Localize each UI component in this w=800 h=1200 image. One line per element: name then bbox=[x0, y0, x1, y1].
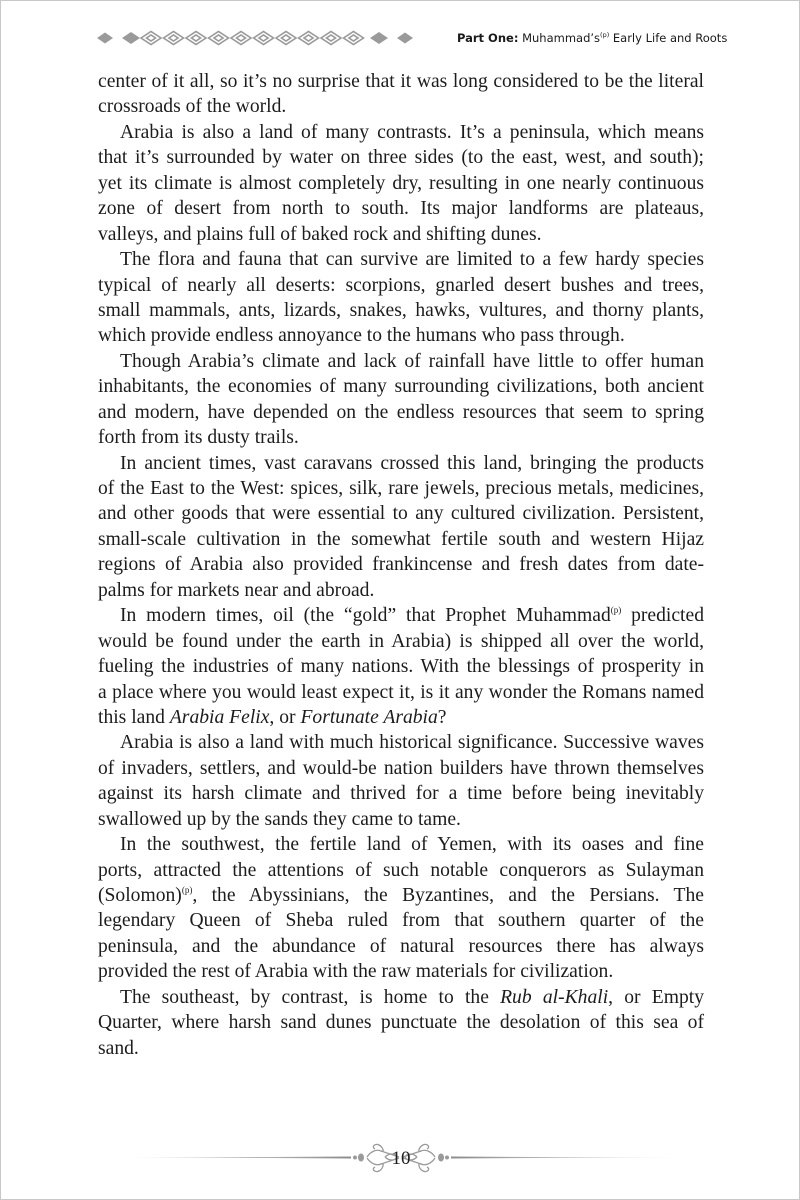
text-run: of invaders, settlers, and would-be nation builders have thrown themselves bbox=[98, 757, 704, 779]
hollow-diamond bbox=[164, 32, 184, 45]
text-run: ports, attracted the attentions of such notable conquerors as Sulayman bbox=[98, 859, 704, 881]
text-run: provided the rest of Arabia with the raw materials for civilization. bbox=[98, 961, 614, 983]
text-run: against its harsh climate and thrived for a time before being inevitably bbox=[98, 783, 704, 805]
text-line bbox=[98, 1010, 704, 1035]
text-line bbox=[98, 603, 704, 628]
text-line bbox=[98, 756, 704, 781]
text-run: forth from its dusty trails. bbox=[98, 427, 299, 449]
italic-term: Fortunate Arabia bbox=[300, 706, 438, 728]
text-run: would be found under the earth in Arabia) is shipped all over the world, bbox=[98, 630, 704, 652]
text-run: crossroads of the world. bbox=[98, 96, 287, 118]
hollow-diamond bbox=[214, 35, 223, 41]
text-line bbox=[98, 400, 704, 425]
text-run: which provide endless annoyance to the humans who pass through. bbox=[98, 325, 625, 347]
hollow-diamond bbox=[304, 35, 313, 41]
text-line bbox=[98, 349, 704, 374]
hollow-diamond bbox=[186, 32, 206, 45]
text-line bbox=[98, 247, 704, 272]
text-run: , or bbox=[269, 706, 301, 728]
text-line bbox=[98, 476, 704, 501]
running-head-part: Part One: bbox=[457, 31, 519, 45]
text-line bbox=[98, 273, 704, 298]
hollow-diamond bbox=[147, 35, 156, 41]
text-line bbox=[98, 629, 704, 654]
text-line bbox=[98, 680, 704, 705]
body-text bbox=[98, 69, 704, 1061]
text-line bbox=[98, 196, 704, 221]
text-line bbox=[98, 323, 704, 348]
text-line bbox=[98, 94, 704, 119]
text-line bbox=[98, 374, 704, 399]
hollow-diamond bbox=[276, 32, 296, 45]
text-run: palms for markets near and abroad. bbox=[98, 579, 375, 601]
text-run: regions of Arabia also provided frankincense and fresh dates from date- bbox=[98, 554, 704, 576]
running-head-title-a: Muhammad’s bbox=[518, 31, 601, 45]
hollow-diamond bbox=[344, 32, 364, 45]
text-line bbox=[98, 730, 704, 755]
text-run: small mammals, ants, lizards, snakes, hawks, vultures, and thorny plants, bbox=[98, 299, 704, 321]
text-line bbox=[98, 858, 704, 883]
text-line bbox=[98, 222, 704, 247]
running-head bbox=[457, 29, 728, 47]
text-run: , or Empty bbox=[608, 986, 705, 1008]
text-line bbox=[98, 832, 704, 857]
solid-diamond bbox=[370, 32, 388, 44]
text-run: inhabitants, the economies of many surrounding civilizations, both ancient bbox=[98, 376, 704, 398]
text-run: fueling the industries of many nations. With the blessings of prosperity in bbox=[98, 656, 704, 678]
text-line bbox=[98, 654, 704, 679]
text-run: yet its climate is almost completely dry, resulting in one nearly continuous bbox=[98, 172, 704, 194]
text-run: typical of nearly all deserts: scorpions, gnarled desert bushes and trees, bbox=[98, 274, 704, 296]
solid-diamond bbox=[97, 33, 113, 44]
text-line bbox=[98, 578, 704, 603]
text-line bbox=[98, 959, 704, 984]
italic-term: Rub al-Khali bbox=[500, 986, 609, 1008]
text-line bbox=[98, 1036, 704, 1061]
text-run: swallowed up by the sands they came to tame. bbox=[98, 808, 461, 830]
text-run: (Solomon) bbox=[98, 885, 182, 906]
text-line bbox=[98, 425, 704, 450]
running-head-honorific: (p) bbox=[600, 31, 610, 39]
text-run: peninsula, and the abundance of natural resources there has always bbox=[98, 935, 704, 957]
hollow-diamond bbox=[282, 35, 291, 41]
text-run: The southeast, by contrast, is home to the bbox=[120, 986, 501, 1008]
page-number: 10 bbox=[391, 1148, 411, 1169]
text-run: a place where you would least expect it, is it any wonder the Romans named bbox=[98, 681, 704, 703]
honorific-superscript: (p) bbox=[181, 885, 193, 895]
text-run: this land bbox=[98, 706, 170, 728]
text-run: Arabia is also a land of many contrasts. It’s a peninsula, which means bbox=[120, 121, 704, 143]
text-line bbox=[98, 69, 704, 94]
text-line bbox=[98, 527, 704, 552]
text-line bbox=[98, 451, 704, 476]
hollow-diamond bbox=[321, 32, 341, 45]
running-head-title-b: Early Life and Roots bbox=[609, 31, 728, 45]
text-run: center of it all, so it’s no surprise that it was long considered to be the literal bbox=[98, 71, 704, 92]
hollow-diamond bbox=[259, 35, 268, 41]
text-run: In modern times, oil (the “gold” that Prophet Muhammad bbox=[120, 605, 611, 627]
text-line bbox=[98, 908, 704, 933]
text-line bbox=[98, 120, 704, 145]
text-run: and modern, have depended on the endless resources that seem to spring bbox=[98, 401, 704, 423]
text-line bbox=[98, 934, 704, 959]
hollow-diamond bbox=[169, 35, 178, 41]
hollow-diamond bbox=[327, 35, 336, 41]
text-run: legendary Queen of Sheba ruled from that southern quarter of the bbox=[98, 910, 704, 932]
text-line bbox=[98, 705, 704, 730]
text-run: In the southwest, the fertile land of Yemen, with its oases and fine bbox=[120, 834, 704, 856]
text-line bbox=[98, 883, 704, 908]
text-run: Arabia is also a land with much historical significance. Successive waves bbox=[120, 732, 704, 754]
solid-diamond bbox=[397, 33, 413, 44]
text-line bbox=[98, 501, 704, 526]
hollow-diamond bbox=[299, 32, 319, 45]
hollow-diamond bbox=[141, 32, 161, 45]
diamond-chain-ornament-icon bbox=[96, 29, 416, 47]
text-line bbox=[98, 781, 704, 806]
text-run: sand. bbox=[98, 1037, 139, 1059]
text-run: , the Abyssinians, the Byzantines, and the Persians. The bbox=[192, 885, 704, 906]
text-run: In ancient times, vast caravans crossed this land, bringing the products bbox=[120, 452, 704, 474]
italic-term: Arabia Felix bbox=[169, 706, 270, 728]
hollow-diamond bbox=[209, 32, 229, 45]
text-run: Quarter, where harsh sand dunes punctuate the desolation of this sea of bbox=[98, 1012, 704, 1034]
text-line bbox=[98, 552, 704, 577]
hollow-diamond bbox=[237, 35, 246, 41]
text-line bbox=[98, 145, 704, 170]
text-line bbox=[98, 298, 704, 323]
text-line bbox=[98, 985, 704, 1010]
text-run: small-scale cultivation in the somewhat fertile south and western Hijaz bbox=[98, 528, 704, 550]
text-run: valleys, and plains full of baked rock and shifting dunes. bbox=[98, 223, 542, 245]
text-run: predicted bbox=[621, 605, 704, 627]
hollow-diamond bbox=[254, 32, 274, 45]
text-line bbox=[98, 807, 704, 832]
hollow-diamond bbox=[231, 32, 251, 45]
page-footer bbox=[119, 1139, 683, 1179]
solid-diamond bbox=[122, 32, 140, 44]
text-line bbox=[98, 171, 704, 196]
hollow-diamond bbox=[349, 35, 358, 41]
honorific-superscript: (p) bbox=[610, 605, 622, 616]
text-run: of the East to the West: spices, silk, rare jewels, precious metals, medicines, bbox=[98, 478, 704, 499]
text-run: ? bbox=[437, 706, 447, 728]
hollow-diamond bbox=[192, 35, 201, 41]
text-run: and other goods that were essential to any cultured civilization. Persistent, bbox=[98, 503, 704, 525]
text-run: The flora and fauna that can survive are limited to a few hardy species bbox=[120, 249, 704, 271]
text-run: that it’s surrounded by water on three sides (to the east, west, and south); bbox=[98, 147, 704, 169]
text-run: Though Arabia’s climate and lack of rainfall have little to offer human bbox=[120, 350, 704, 372]
text-run: zone of desert from north to south. Its major landforms are plateaus, bbox=[98, 198, 704, 220]
